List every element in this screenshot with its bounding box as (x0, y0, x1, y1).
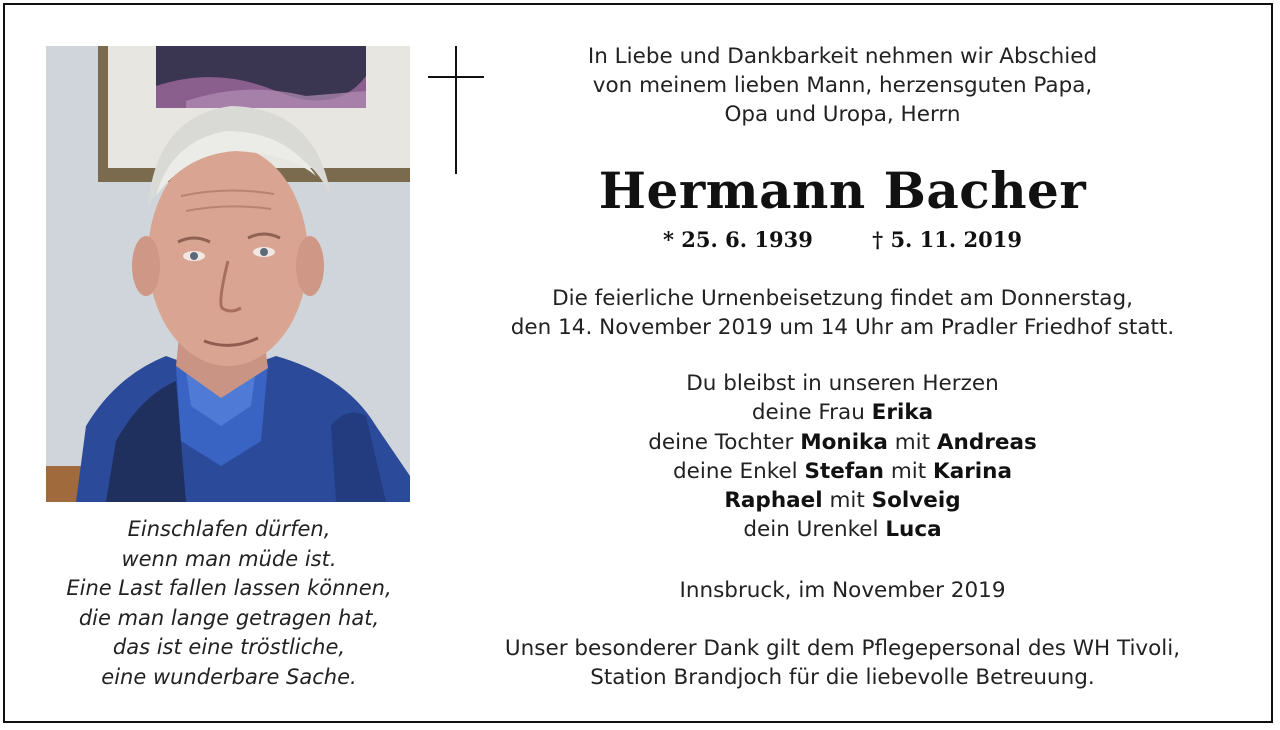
person-name: Monika (800, 429, 888, 455)
thanks-line: Station Brandjoch für die liebevolle Betreuung. (590, 665, 1095, 690)
intro-line: In Liebe und Dankbarkeit nehmen wir Abschied (587, 44, 1098, 69)
person-name: Stefan (804, 458, 884, 484)
person-name: Karina (933, 458, 1012, 484)
portrait-photo (46, 46, 410, 502)
poem-line: die man lange getragen hat, (78, 605, 380, 630)
person-name: Raphael (724, 488, 823, 514)
family-line-grandchild-2 (470, 486, 1215, 515)
poem-line: wenn man müde ist. (121, 546, 337, 571)
family-line-wife (470, 398, 1215, 427)
family-line-great-grandchild (470, 515, 1215, 544)
thanks-text (470, 634, 1215, 692)
deceased-name: Hermann Bacher (598, 161, 1087, 220)
poem-line: Eine Last fallen lassen können, (66, 576, 392, 600)
person-name: Solveig (871, 488, 961, 514)
ceremony-info (470, 284, 1215, 342)
birth-date: * 25. 6. 1939 (663, 227, 813, 252)
connector-text: mit (890, 458, 927, 484)
intro-line: Opa und Uropa, Herrn (724, 102, 961, 127)
relation-label: dein Urenkel (743, 517, 879, 543)
family-line-grandchildren (470, 457, 1215, 486)
relation-label: deine Tochter (648, 429, 794, 455)
ceremony-line: den 14. November 2019 um 14 Uhr am Pradler Friedhof statt. (510, 315, 1175, 340)
thanks-line: Unser besonderer Dank gilt dem Pflegepersonal des WH Tivoli, (504, 636, 1181, 661)
poem-line: das ist eine tröstliche, (112, 635, 346, 659)
poem (30, 515, 428, 692)
death-date: † 5. 11. 2019 (872, 227, 1022, 252)
ceremony-line: Die feierliche Urnenbeisetzung findet am Donnerstag, (552, 286, 1133, 311)
poem-line: Einschlafen dürfen, (127, 517, 331, 541)
relation-label: deine Frau (751, 400, 865, 426)
poem-line: eine wunderbare Sache. (101, 664, 357, 689)
intro-line: von meinem lieben Mann, herzensguten Papa, (592, 73, 1093, 98)
life-dates (470, 226, 1215, 254)
family-heading: Du bleibst in unseren Herzen (686, 371, 999, 396)
person-name: Luca (885, 517, 942, 543)
connector-text: mit (894, 429, 931, 455)
connector-text: mit (829, 488, 865, 514)
relation-label: deine Enkel (672, 458, 798, 484)
intro-text (470, 42, 1215, 129)
family-line-daughter (470, 428, 1215, 457)
person-name: Erika (871, 400, 934, 426)
mourners-list (470, 369, 1215, 545)
person-name: Andreas (936, 429, 1037, 455)
place-date: Innsbruck, im November 2019 (679, 578, 1006, 603)
